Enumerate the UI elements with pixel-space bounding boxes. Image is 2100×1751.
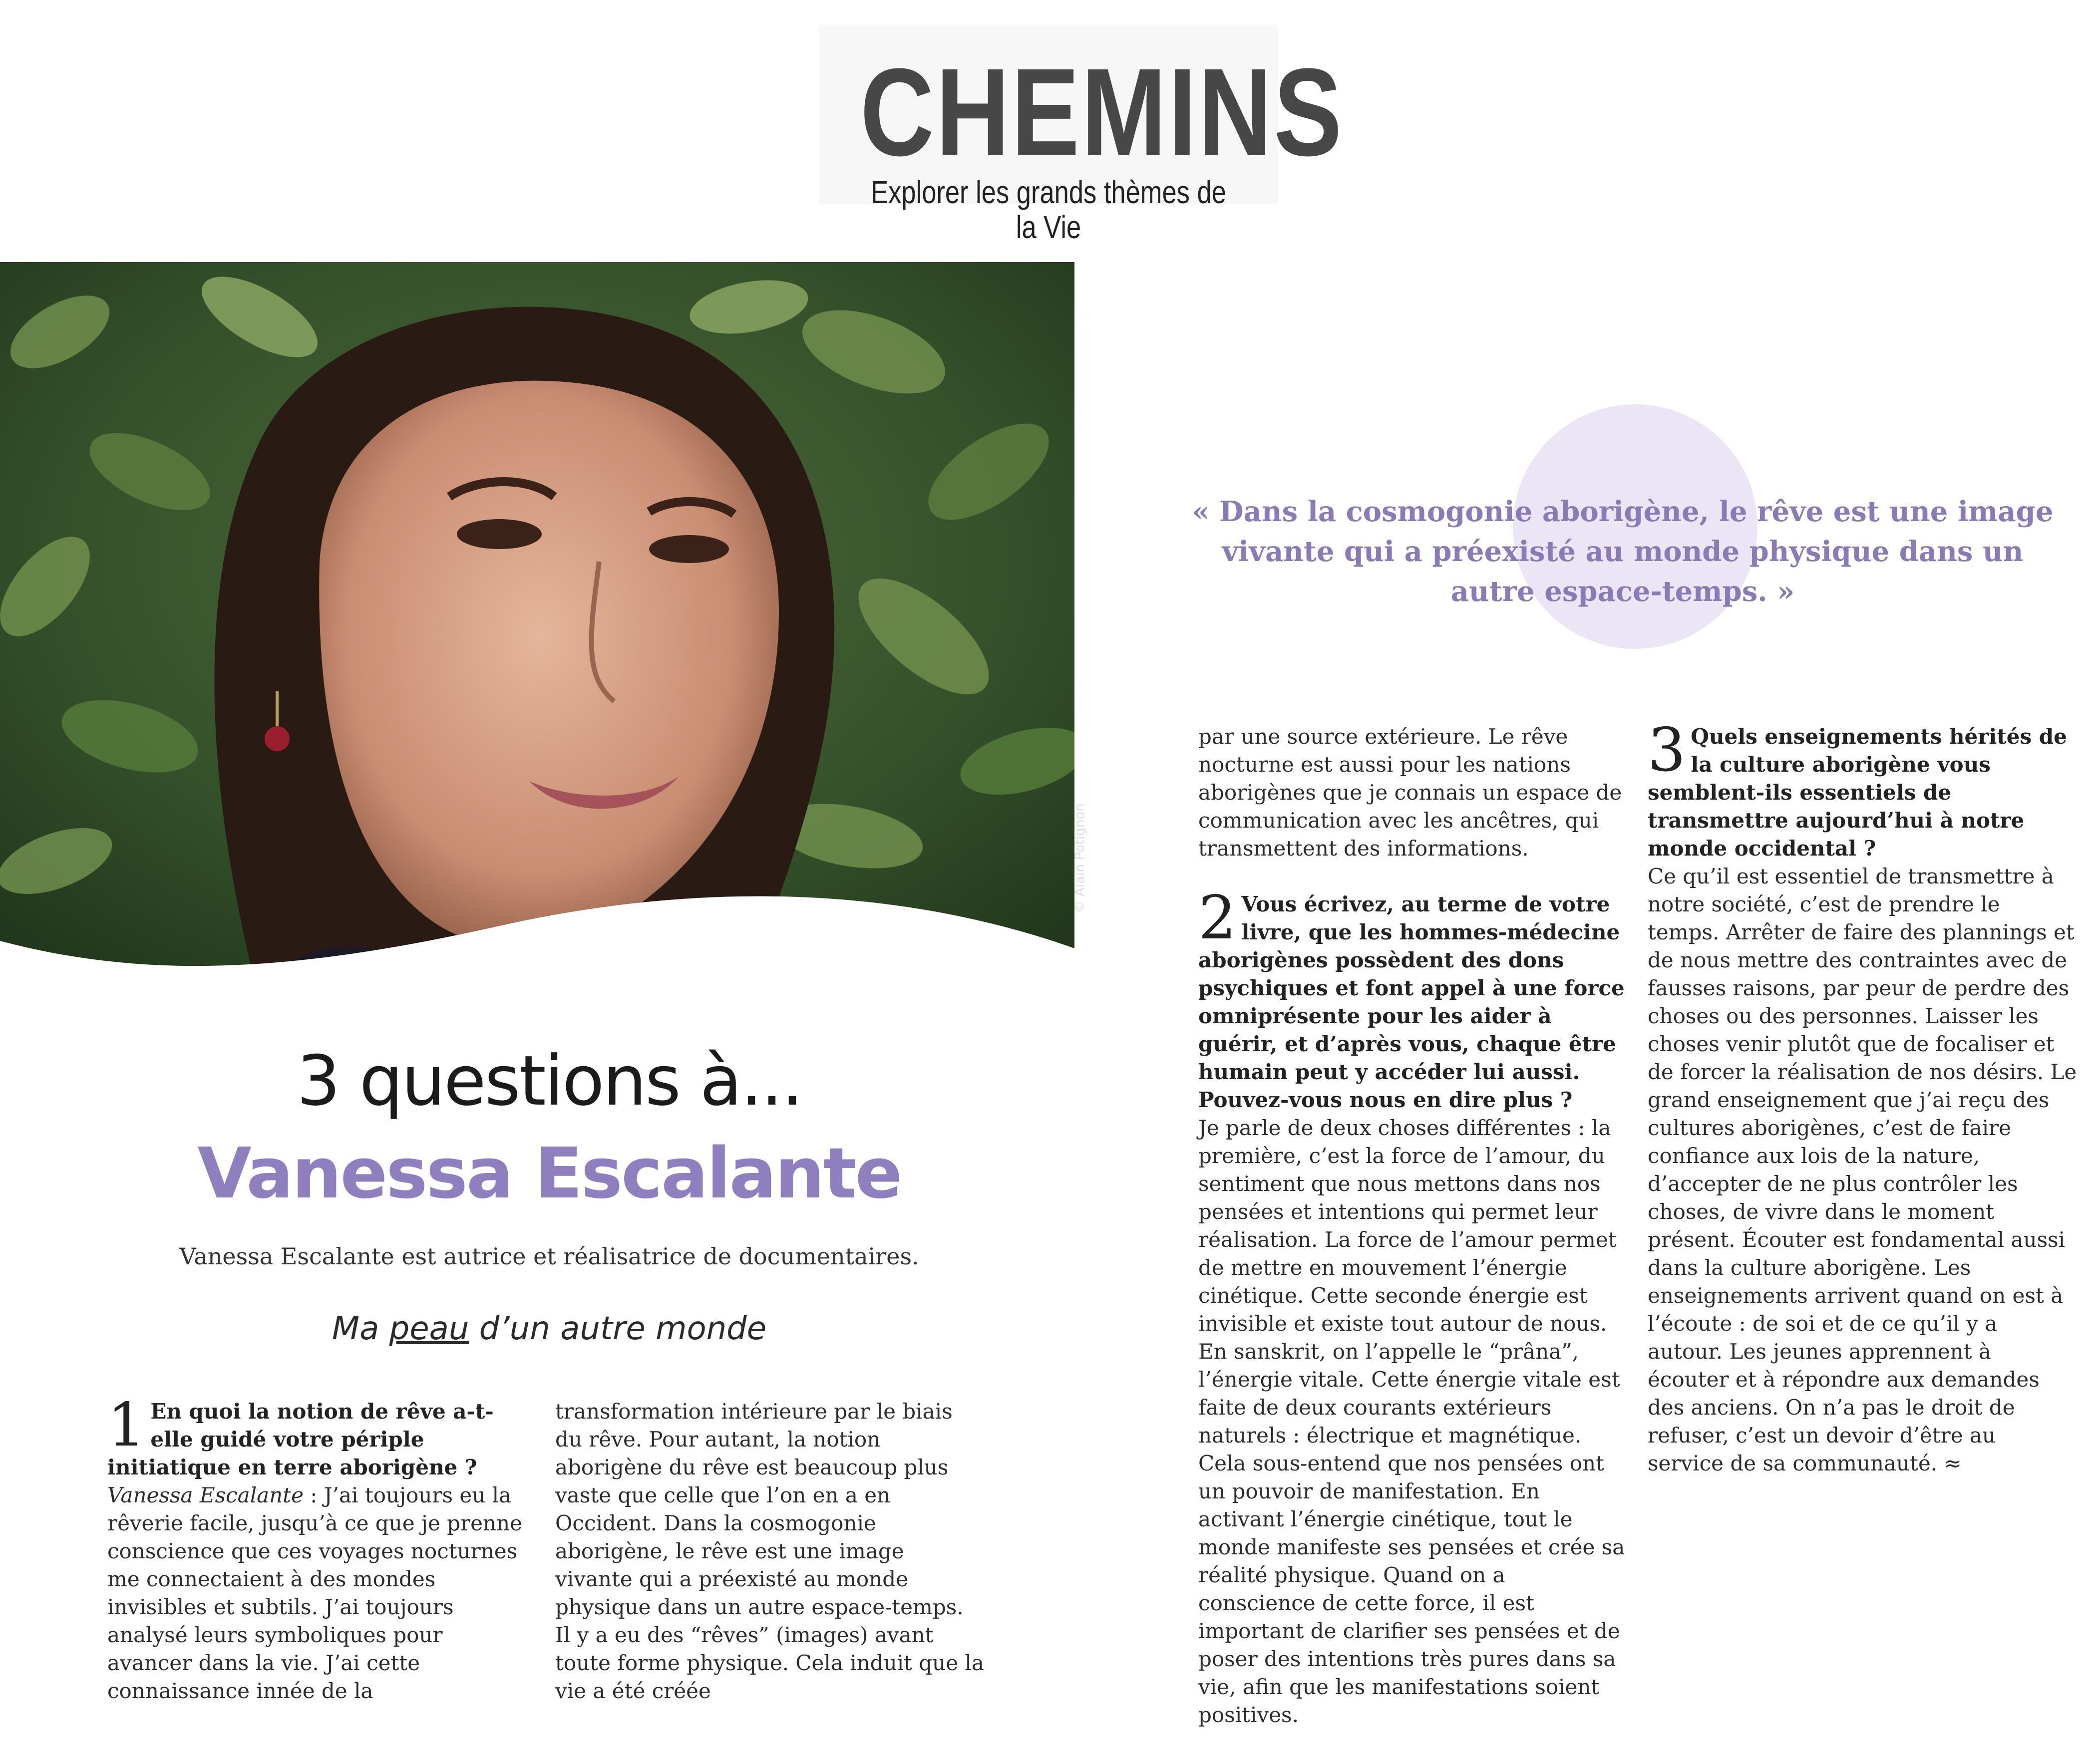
earring (265, 726, 290, 751)
interviewee-name: Vanessa Escalante (197, 1133, 901, 1214)
answer-1-part-2: transformation intérieure par le biais du rêve. Pour autant, la notion aborigène du rêve est beaucoup plus vaste que celle que l’on en a en Occident. Dans la cosmogonie aborigène, le rêve est une image vivante qui a préexisté au monde physique dans un autre espace-temps. Il y a eu des “rêves” (images) avant toute forme physique. Cela induit que la vie a été créée (555, 1399, 984, 1703)
column-4 (1648, 716, 2077, 1477)
interviewee-intro: Vanessa Escalante est autrice et réalisatrice de documentaires. (179, 1243, 919, 1270)
column-3 (1198, 723, 1628, 1729)
answer-3-text: Ce qu’il est essentiel de transmettre à notre société, c’est de prendre le temps. Arrêter de faire des plannings et de nous mettre des contraintes avec de fausses raisons, par peur de perdre des choses ou des personnes. Laisser les choses venir plutôt que de focaliser et de forcer la réalisation de nos désirs. Le grand enseignement que j’ai reçu des cultures aborigènes, c’est de faire confiance aux lois de la nature, d’accepter de ne plus contrôler les choses, de vivre dans le moment présent. Écouter est fondamental aussi dans la culture aborigène. Les enseignements arrivent quand on est à l’écoute : de soi et de ce qu’il y a autour. Les jeunes apprennent à écouter et à répondre aux demandes des anciens. On n’a pas le droit de refuser, c’est un devoir d’être au service de sa communauté. (1648, 864, 2077, 1475)
portrait-photo (0, 262, 1074, 1001)
magazine-tagline: Explorer les grands thèmes de la Vie (871, 174, 1226, 245)
answer-1-part-1 (107, 1481, 532, 1705)
answer-3 (1648, 863, 2077, 1477)
article-subtitle (0, 1310, 1098, 1347)
column-1 (107, 1391, 532, 1705)
question-2 (1198, 883, 1628, 1114)
question-1 (107, 1391, 532, 1481)
question-2-text: Vous écrivez, au terme de votre livre, que les hommes-médecine aborigènes possèdent des dons psychiques et font appel à une force omniprésente pour les aider à guérir, et d’après vous, chaque être humain peut y accéder lui aussi. Pouvez-vous nous en dire plus ? (1198, 892, 1625, 1112)
answer-1-text-a: : J’ai toujours eu la rêverie facile, jusqu’à ce que je prenne conscience que ces voyages nocturnes me connectaient à des mondes invisibles et subtils. J’ai toujours analysé leurs symboliques pour avancer dans la vie. J’ai cette connaissance innée de la (107, 1483, 522, 1703)
answer-2: Je parle de deux choses différentes : la première, c’est la force de l’amour, du sentiment que nous mettons dans nos pensées et intentions qui permet leur réalisation. La force de l’amour permet de mettre en mouvement l’énergie cinétique. Cette seconde énergie est invisible et existe tout autour de nous. En sanskrit, on l’appelle le “prâna”, l’énergie vitale. Cette énergie vitale est faite de deux courants extérieurs naturels : électrique et magnétique. Cela sous-entend que nos pensées ont un pouvoir de manifestation. En activant l’énergie cinétique, tout le monde manifeste ses pensées et crée sa réalité physique. Quand on a conscience de cette force, il est important de clarifier ses pensées et de poser des intentions très pures dans sa vie, afin que les manifestations soient positives. (1198, 1116, 1625, 1727)
left-eye (457, 519, 542, 549)
article-title: 3 questions à... (297, 1041, 802, 1121)
pull-quote: « Dans la cosmogonie aborigène, le rêve est une image vivante qui a préexisté au monde physique dans un autre espace-temps. » (1192, 495, 2054, 608)
question-1-text: En quoi la notion de rêve a-t-elle guidé votre périple initiatique en terre aborigène ? (107, 1399, 494, 1479)
column-2 (555, 1398, 985, 1705)
question-3-text: Quels enseignements hérités de la culture aborigène vous semblent-ils essentiels de transmettre aujourd’hui à notre monde occidental ? (1648, 724, 2067, 861)
subtitle-pre: Ma (332, 1310, 389, 1347)
question-number-3: 3 (1648, 716, 1686, 785)
answer-1-part-3: par une source extérieure. Le rêve nocturne est aussi pour les nations aborigènes que je connais un espace de communication avec les ancêtres, qui transmettent des informations. (1198, 724, 1622, 861)
subtitle-post: d’un autre monde (469, 1310, 767, 1347)
question-number-2: 2 (1198, 883, 1237, 953)
answer-speaker: Vanessa Escalante (107, 1483, 304, 1507)
magazine-logo: CHEMINS (860, 42, 1344, 182)
masthead (819, 25, 1344, 245)
right-eye (649, 535, 729, 563)
photo-credit: © Alain Potignon (1072, 803, 1087, 913)
question-number-1: 1 (107, 1391, 146, 1460)
end-mark: ≈ (1937, 1451, 1962, 1475)
question-3 (1648, 716, 2077, 863)
subtitle-underlined: peau (389, 1310, 469, 1347)
